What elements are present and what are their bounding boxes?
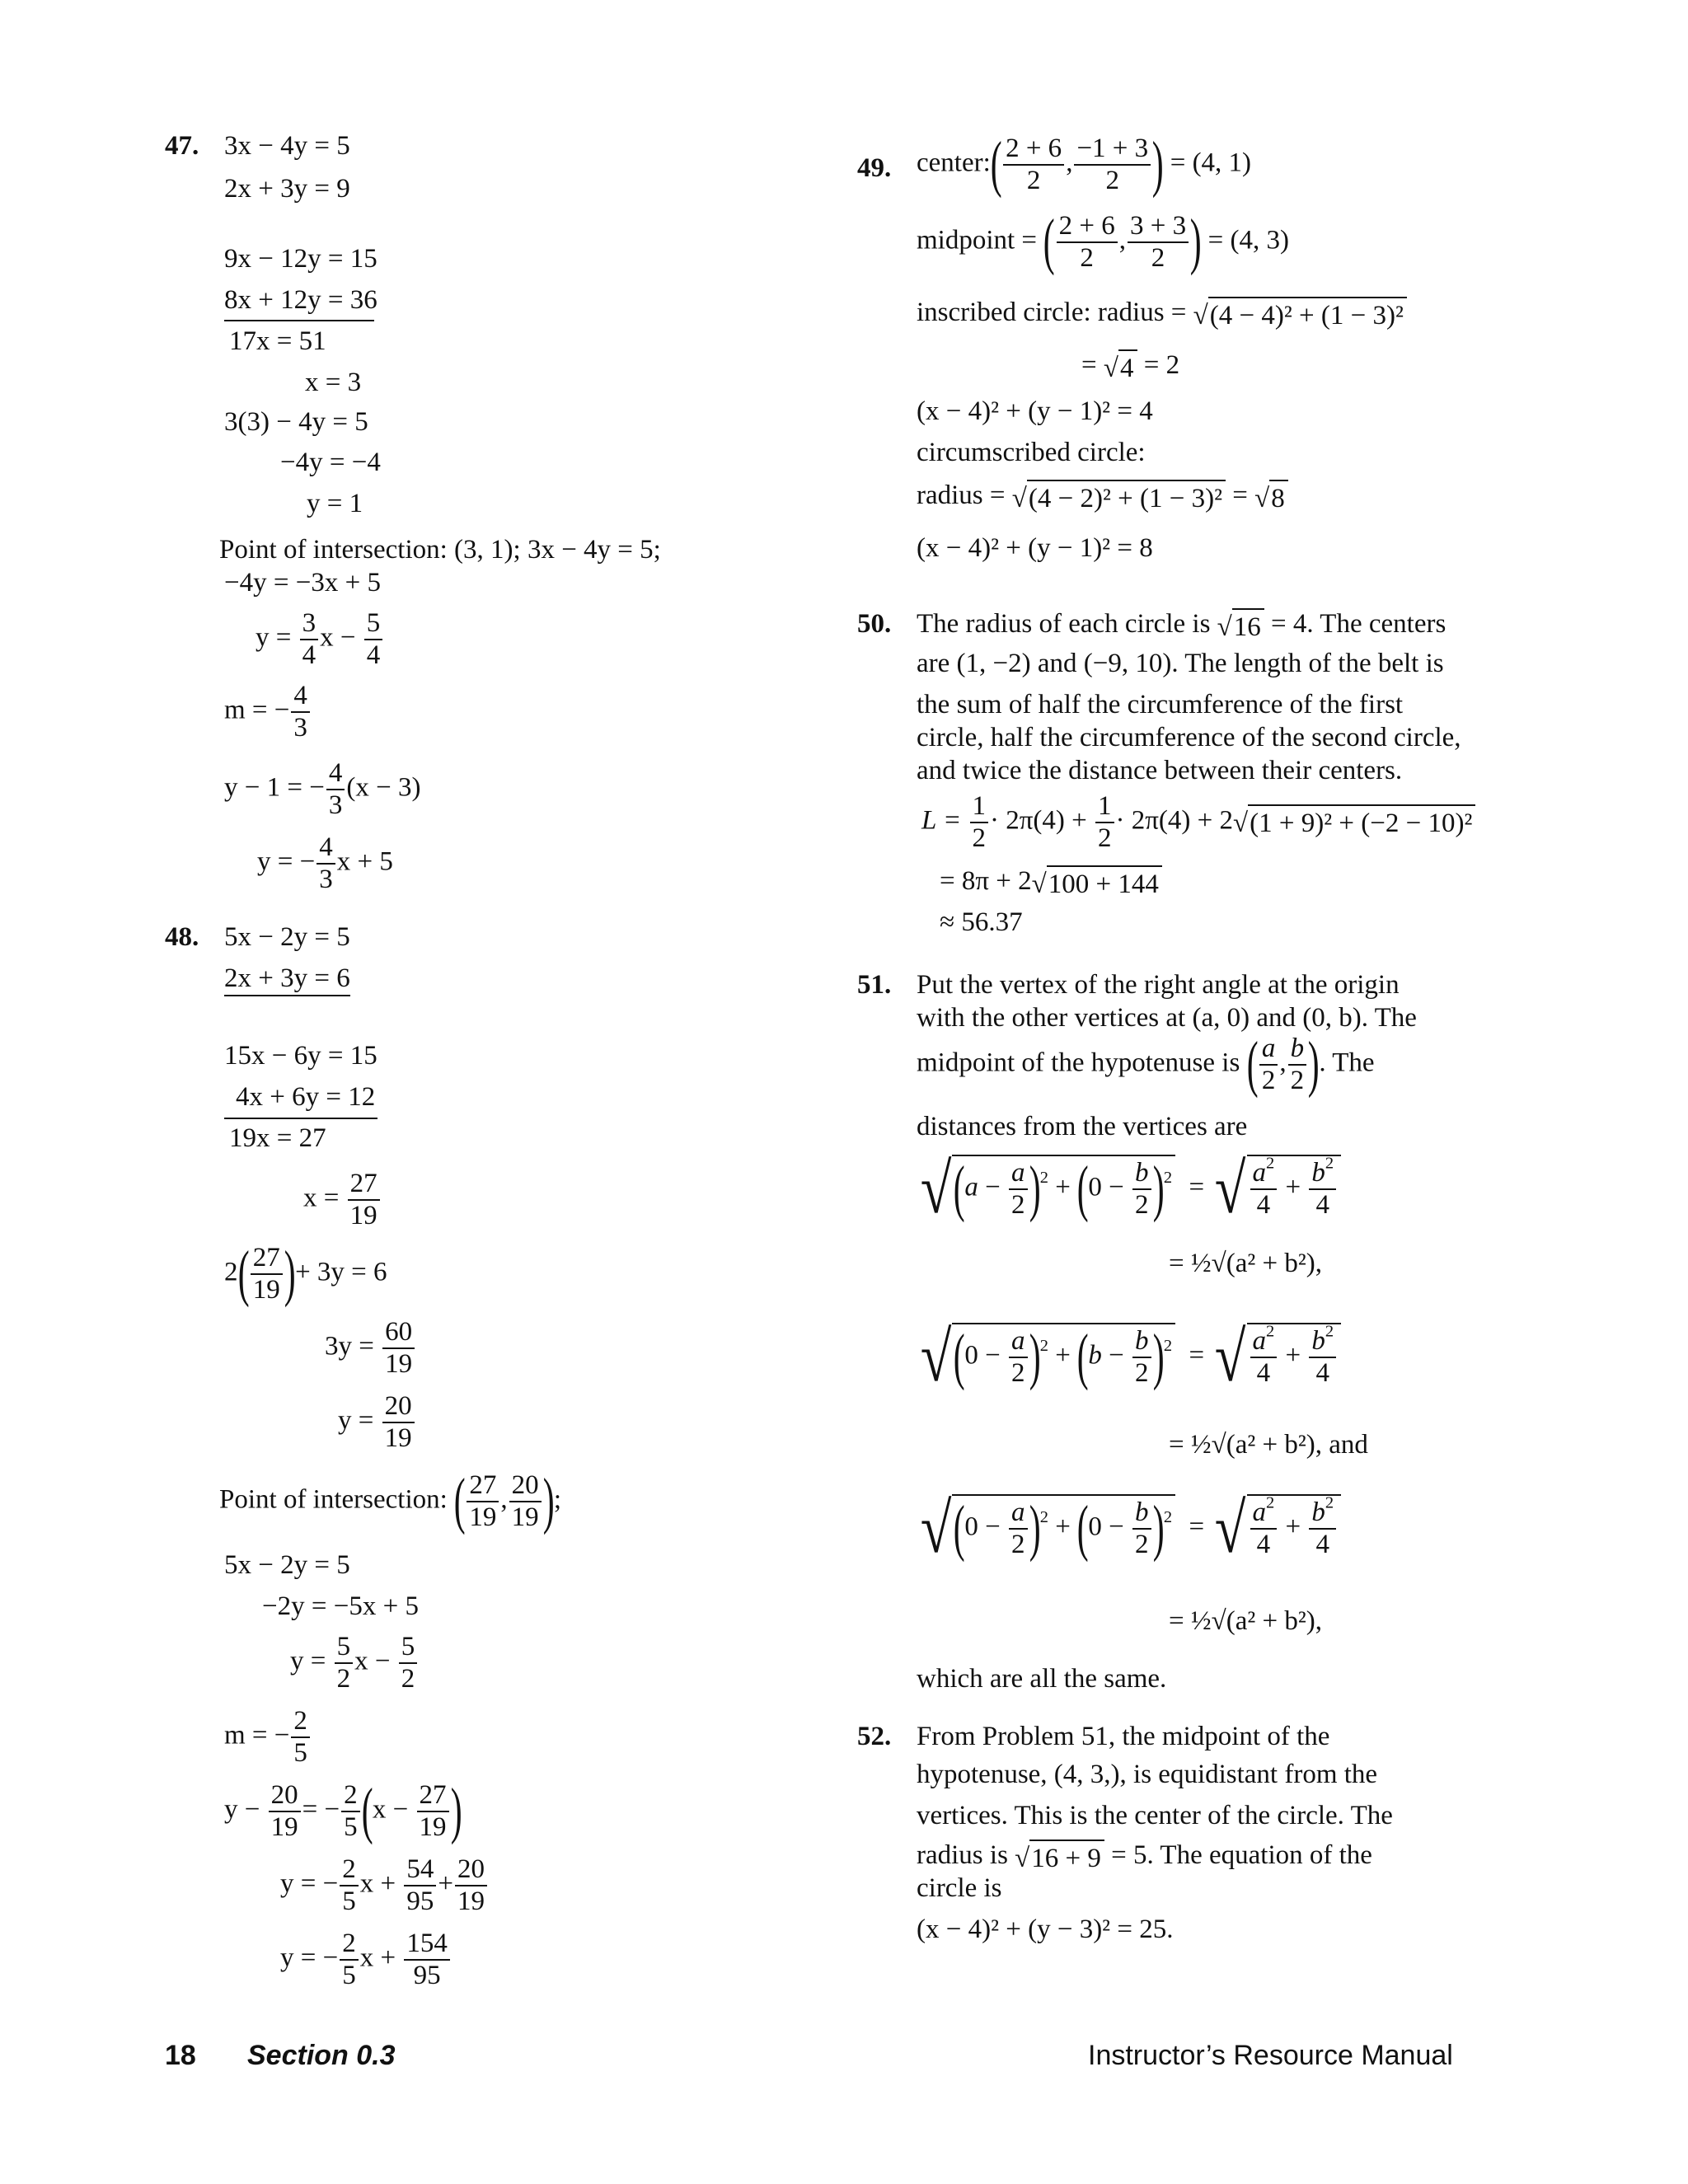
- p48-eq11: 5x − 2y = 5: [224, 1550, 350, 1580]
- p51-distance1: √(a − $\frac{a}{2}$ )$^2$ + (0 − $\frac{b}{2}$ )$^2$ = √ $\frac{a^2}{4}$ + $\frac{b^2}{4}$: [917, 1154, 1341, 1225]
- p48-x-value: x = $\frac{27}{19}$: [303, 1169, 382, 1231]
- problem-52-number: 52.: [857, 1722, 892, 1751]
- p48-eq1: 5x − 2y = 5: [224, 922, 350, 952]
- section-label: Section 0.3: [247, 2040, 396, 2071]
- p51-line4: distances from the vertices are: [917, 1112, 1248, 1141]
- p47-point-slope: y − 1 = − $\frac{4}{3}$ (x − 3): [224, 758, 421, 820]
- p48-slope: m = − $\frac{2}{5}$: [224, 1706, 312, 1769]
- p49-midpoint: midpoint = ( $\frac{2 + 6}{2}$ , $\frac{3 + 3}{2}$ ) = (4, 3): [917, 207, 1289, 276]
- p47-eq12: y = $\frac{3}{4}$ x − $\frac{5}{4}$: [256, 608, 384, 671]
- p50-approximation: ≈ 56.37: [940, 907, 1023, 937]
- p47-eq11: −4y = −3x + 5: [224, 568, 381, 598]
- p48-eq4: 4x + 6y = 12: [236, 1082, 376, 1112]
- p49-radius-value: = √4 = 2: [1081, 350, 1180, 383]
- problem-50-number: 50.: [857, 609, 892, 639]
- p48-final-line: y = − $\frac{2}{5}$ x + $\frac{154}{95}$: [280, 1929, 452, 1991]
- p51-conclusion: which are all the same.: [917, 1664, 1167, 1694]
- p51-midpoint: midpoint of the hypotenuse is ( $\frac{a}{2}$ , $\frac{b}{2}$ ). The: [917, 1029, 1375, 1099]
- p48-eq2: 2x + 3y = 6: [224, 963, 350, 995]
- p51-result3: = ½√(a² + b²),: [1169, 1606, 1322, 1636]
- problem-47-number: 47.: [165, 131, 199, 161]
- p51-line1: Put the vertex of the right angle at the origin: [917, 970, 1400, 1000]
- p47-eq9: y = 1: [307, 489, 363, 518]
- p52-line5: circle is: [917, 1873, 1002, 1903]
- p52-equation: (x − 4)² + (y − 3)² = 25.: [917, 1915, 1174, 1944]
- p52-line1: From Problem 51, the midpoint of the: [917, 1722, 1330, 1751]
- p47-eq8: −4y = −4: [280, 448, 381, 477]
- p49-circumscribed-label: circumscribed circle:: [917, 438, 1146, 467]
- p47-eq2: 2x + 3y = 9: [224, 174, 350, 204]
- p48-eq12: −2y = −5x + 5: [262, 1591, 419, 1621]
- p48-eq3: 15x − 6y = 15: [224, 1041, 377, 1071]
- p47-eq1: 3x − 4y = 5: [224, 131, 350, 161]
- p49-inscribed-equation: (x − 4)² + (y − 1)² = 4: [917, 396, 1153, 426]
- p47-slope: m = − $\frac{4}{3}$: [224, 681, 312, 743]
- p48-substitution: 2( $\frac{27}{19}$ )+ 3y = 6: [224, 1239, 387, 1308]
- p49-center: center:( $\frac{2 + 6}{2}$ , $\frac{-1 + 3}{2}$ ) = (4, 1): [917, 129, 1252, 199]
- p51-distance2: √(0 − $\frac{a}{2}$ )$^2$ + (b − $\frac{b}{2}$ )$^2$ = √ $\frac{a^2}{4}$ + $\frac{b^2}{4}$: [917, 1322, 1341, 1393]
- p48-3y: 3y = $\frac{60}{19}$: [325, 1317, 416, 1380]
- p47-final-line: y = − $\frac{4}{3}$ x + 5: [257, 832, 393, 894]
- p47-sum-rule: [224, 320, 374, 321]
- p50-line4: circle, half the circumference of the second circle,: [917, 723, 1461, 752]
- p49-circumscribed-equation: (x − 4)² + (y − 1)² = 8: [917, 533, 1153, 563]
- p49-inscribed-radius: inscribed circle: radius = √(4 − 4)² + (1 − 3)²: [917, 297, 1407, 332]
- p52-line4: radius is √16 + 9 = 5. The equation of the: [917, 1840, 1372, 1873]
- problem-48-number: 48.: [165, 922, 199, 952]
- p49-circumscribed-radius: radius = √(4 − 2)² + (1 − 3)² = √8: [917, 480, 1288, 515]
- p51-line2: with the other vertices at (a, 0) and (0, b). The: [917, 1003, 1417, 1033]
- p51-distance3: √(0 − $\frac{a}{2}$ )$^2$ + (0 − $\frac{b}{2}$ )$^2$ = √ $\frac{a^2}{4}$ + $\frac{b^2}{4}$: [917, 1493, 1341, 1564]
- p48-point-slope: y − $\frac{20}{19}$ = − $\frac{2}{5}$ (x − $\frac{27}{19}$ ): [224, 1776, 462, 1845]
- p47-eq4: 8x + 12y = 36: [224, 285, 377, 315]
- p48-expanded: y = − $\frac{2}{5}$ x + $\frac{54}{95}$ + $\frac{20}{19}$: [280, 1854, 489, 1917]
- p47-eq5: 17x = 51: [229, 326, 326, 356]
- page-number: 18: [165, 2040, 196, 2071]
- p48-sum-rule: [224, 1118, 377, 1119]
- p52-line3: vertices. This is the center of the circle. The: [917, 1801, 1393, 1830]
- problem-49-number: 49.: [857, 153, 892, 183]
- p48-intersection: Point of intersection: ( $\frac{27}{19}$ , $\frac{20}{19}$ );: [219, 1466, 562, 1535]
- manual-title: Instructor’s Resource Manual: [1088, 2040, 1453, 2071]
- p47-eq6: x = 3: [305, 368, 362, 397]
- p48-slope-intercept: y = $\frac{5}{2}$ x − $\frac{5}{2}$: [290, 1632, 419, 1694]
- problem-51-number: 51.: [857, 970, 892, 1000]
- p50-length-formula: L = $\frac{1}{2}$ · 2π(4) + $\frac{1}{2}$ · 2π(4) + 2√(1 + 9)² + (−2 − 10)²: [921, 791, 1475, 854]
- p51-result2: = ½√(a² + b²), and: [1169, 1430, 1368, 1460]
- p50-line5: and twice the distance between their centers.: [917, 756, 1403, 785]
- p50-line1: The radius of each circle is √16 = 4. The centers: [917, 609, 1447, 642]
- p51-result1: = ½√(a² + b²),: [1169, 1249, 1322, 1278]
- p50-simplified: = 8π + 2√100 + 144: [940, 865, 1162, 901]
- p50-line2: are (1, −2) and (−9, 10). The length of the belt is: [917, 649, 1444, 678]
- p47-eq7: 3(3) − 4y = 5: [224, 407, 368, 437]
- p52-line2: hypotenuse, (4, 3,), is equidistant from the: [917, 1760, 1378, 1789]
- p48-y-value: y = $\frac{20}{19}$: [338, 1391, 416, 1454]
- p47-intersection: Point of intersection: (3, 1); 3x − 4y = 5;: [219, 535, 661, 565]
- p50-line3: the sum of half the circumference of the first: [917, 690, 1404, 719]
- p48-eq5: 19x = 27: [229, 1123, 326, 1153]
- p47-eq3: 9x − 12y = 15: [224, 244, 377, 274]
